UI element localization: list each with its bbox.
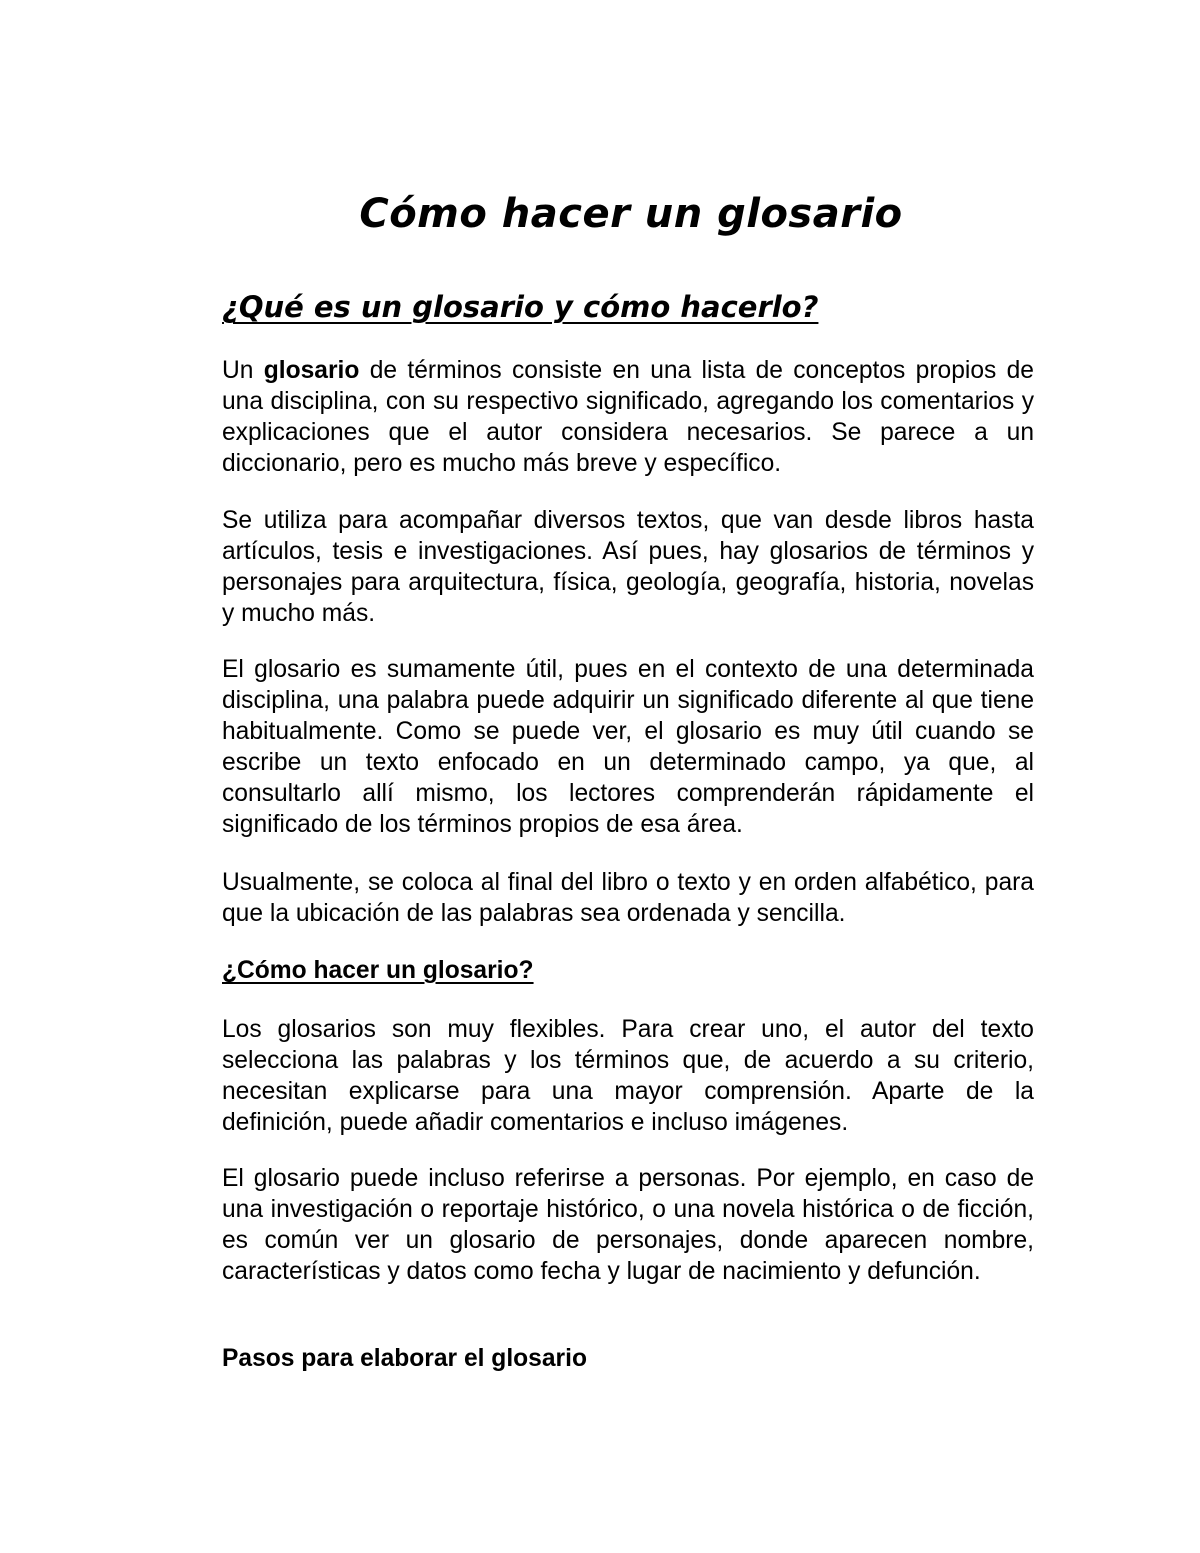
paragraph-definition [222, 355, 1034, 479]
section-heading-steps: Pasos para elaborar el glosario [222, 1345, 587, 1372]
paragraph-utility: El glosario es sumamente útil, pues en el contexto de una determinada disciplina, una palabra puede adquirir un significado diferente al que tiene habitualmente. Como se puede ver, el glosario es muy útil cuando se escribe un texto enfocado en un determinado campo, ya que, al consultarlo allí mismo, los lectores comprenderán rápidamente el significado de los términos propios de esa área. [222, 656, 1034, 838]
paragraph-definition-start: Un [222, 357, 264, 384]
paragraph-persons: El glosario puede incluso referirse a personas. Por ejemplo, en caso de una investigación o reportaje histórico, o una novela histórica o de ficción, es común ver un glosario de personajes, donde aparecen nombre, características y datos como fecha y lugar de nacimiento y defunción. [222, 1165, 1034, 1285]
section-heading-how-to: ¿Cómo hacer un glosario? [222, 957, 534, 984]
term-glosario-bold: glosario [263, 357, 360, 384]
paragraph-ordering: Usualmente, se coloca al final del libro o texto y en orden alfabético, para que la ubicación de las palabras sea ordenada y sencilla. [222, 869, 1034, 927]
paragraph-flexibility: Los glosarios son muy flexibles. Para crear uno, el autor del texto selecciona las palabras y los términos que, de acuerdo a su criterio, necesitan explicarse para una mayor comprensión. Aparte de la definición, puede añadir comentarios e incluso imágenes. [222, 1016, 1034, 1136]
paragraph-definition-rest: de términos consiste en una lista de conceptos propios de una disciplina, con su respectivo significado, agregando los comentarios y explicaciones que el autor considera necesarios. Se parece a un diccionario, pero es mucho más breve y específico. [222, 357, 1034, 477]
paragraph-usage: Se utiliza para acompañar diversos textos, que van desde libros hasta artículos, tesis e investigaciones. Así pues, hay glosarios de términos y personajes para arquitectura, física, geología, geografía, historia, novelas y mucho más. [222, 507, 1034, 627]
section-subtitle: ¿Qué es un glosario y cómo hacerlo? [222, 290, 819, 324]
document-title: Cómo hacer un glosario [359, 191, 903, 237]
